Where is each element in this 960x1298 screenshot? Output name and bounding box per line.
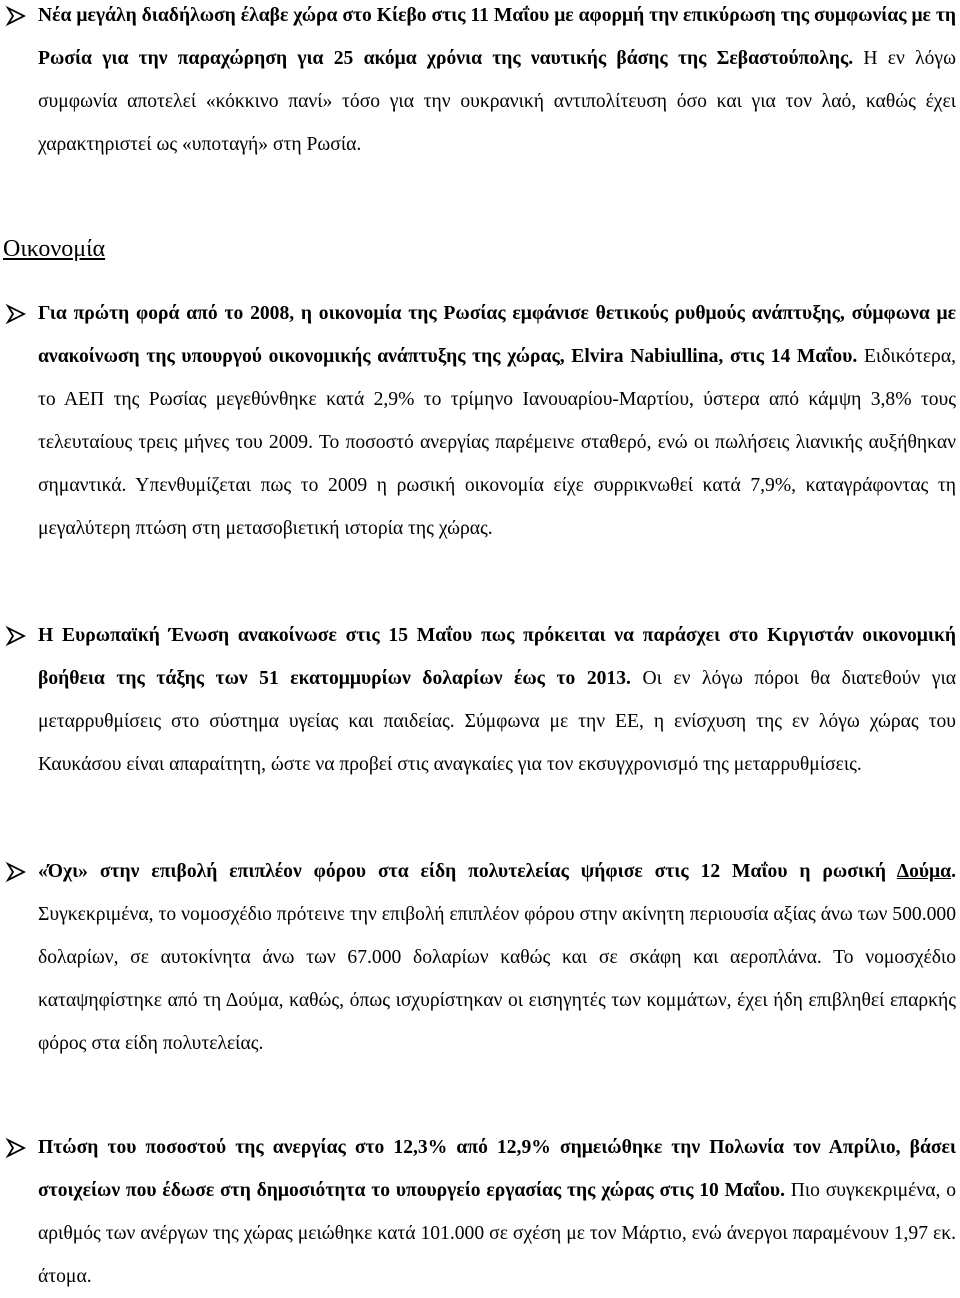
- news-item-duma-lead: «Όχι» στην επιβολή επιπλέον φόρου στα είδη πολυτελείας ψήφισε στις 12 Μαΐου η ρωσική: [38, 861, 897, 882]
- arrow-bullet-icon: [5, 1137, 27, 1159]
- news-item-duma-body: Συγκεκριμένα, το νομοσχέδιο πρότεινε την επιβολή επιπλέον φόρου στην ακίνητη περιουσία αξίας άνω των 500.000 δολαρίων, σε αυτοκίνητα άνω των 67.000 δολαρίων καθώς και σε σκάφη και αεροπλάνα. Το νομοσχέδιο καταψηφίστηκε από τη Δούμα, καθώς, όπως ισχυρίστηκαν οι εισηγητές των κομμάτων, έχει ήδη επιβληθεί επαρκής φόρος στα είδη πολυτελείας.: [38, 904, 956, 1054]
- arrow-bullet-icon: [5, 625, 27, 647]
- news-item-poland-lead: Πτώση του ποσοστού της ανεργίας στο 12,3% από 12,9% σημειώθηκε την Πολωνία τον Απρίλιο, βάσει στοιχείων που έδωσε στη δημοσιότητα το υπουργείο εργασίας της χώρας στις 10 Μαΐου.: [38, 1137, 956, 1201]
- news-item-eu-kyrgyzstan: [38, 614, 956, 786]
- news-item-kiev-body: Η εν λόγω συμφωνία αποτελεί «κόκκινο πανί» τόσο για την ουκρανική αντιπολίτευση όσο και για τον λαό, καθώς έχει χαρακτηριστεί ως «υποταγή» στη Ρωσία.: [38, 48, 956, 155]
- news-item-duma-tax: [38, 850, 956, 1065]
- arrow-bullet-icon: [5, 5, 27, 27]
- section-heading-economy: Οικονομία: [3, 236, 106, 262]
- news-item-eu-body: Οι εν λόγω πόροι θα διατεθούν για μεταρρυθμίσεις στο σύστημα υγείας και παιδείας. Σύμφωνα με την ΕΕ, η ενίσχυση της εν λόγω χώρας του Καυκάσου είναι απαραίτητη, ώστε να προβεί στις αναγκαίες για τον εκσυγχρονισμό της μεταρρυθμίσεις.: [38, 668, 956, 775]
- news-item-kiev-lead: Νέα μεγάλη διαδήλωση έλαβε χώρα στο Κίεβο στις 11 Μαΐου με αφορμή την επικύρωση της συμφωνίας με τη Ρωσία για την παραχώρηση για 25 ακόμα χρόνια της ναυτικής βάσης της Σεβαστούπολης.: [38, 5, 956, 69]
- news-item-poland-body: Πιο συγκεκριμένα, ο αριθμός των ανέργων της χώρας μειώθηκε κατά 101.000 σε σχέση με τον Μάρτιο, ενώ άνεργοι παραμένουν 1,97 εκ. άτομα.: [38, 1180, 956, 1287]
- news-item-eu-lead: Η Ευρωπαϊκή Ένωση ανακοίνωσε στις 15 Μαΐου πως πρόκειται να παράσχει στο Κιργιστάν οικονομική βοήθεια της τάξης των 51 εκατομμυρίων δολαρίων έως το 2013.: [38, 625, 956, 689]
- news-item-kiev: [38, 0, 956, 166]
- arrow-bullet-icon: [5, 861, 27, 883]
- news-item-russia-body: Ειδικότερα, το ΑΕΠ της Ρωσίας μεγεθύνθηκε κατά 2,9% το τρίμηνο Ιανουαρίου-Μαρτίου, ύστερα από κάμψη 3,8% τους τελευταίους τρεις μήνες του 2009. Το ποσοστό ανεργίας παρέμεινε σταθερό, ενώ οι πωλήσεις λιανικής αυξήθηκαν σημαντικά. Υπενθυμίζεται πως το 2009 η ρωσική οικονομία είχε συρρικνωθεί κατά 7,9%, καταγράφοντας τη μεγαλύτερη πτώση στη μετασοβιετική ιστορία της χώρας.: [38, 346, 956, 539]
- news-item-russia-economy: [38, 292, 956, 550]
- news-item-poland-unemployment: [38, 1126, 956, 1298]
- arrow-bullet-icon: [5, 303, 27, 325]
- news-item-russia-lead: Για πρώτη φορά από το 2008, η οικονομία της Ρωσίας εμφάνισε θετικούς ρυθμούς ανάπτυξης, σύμφωνα με ανακοίνωση της υπουργού οικονομικής ανάπτυξης της χώρας, Elvira Nabiullina, στις 14 Μαΐου.: [38, 303, 956, 367]
- news-item-duma-lead-end: .: [951, 861, 956, 882]
- news-item-duma-underlined: Δούμα: [896, 861, 952, 882]
